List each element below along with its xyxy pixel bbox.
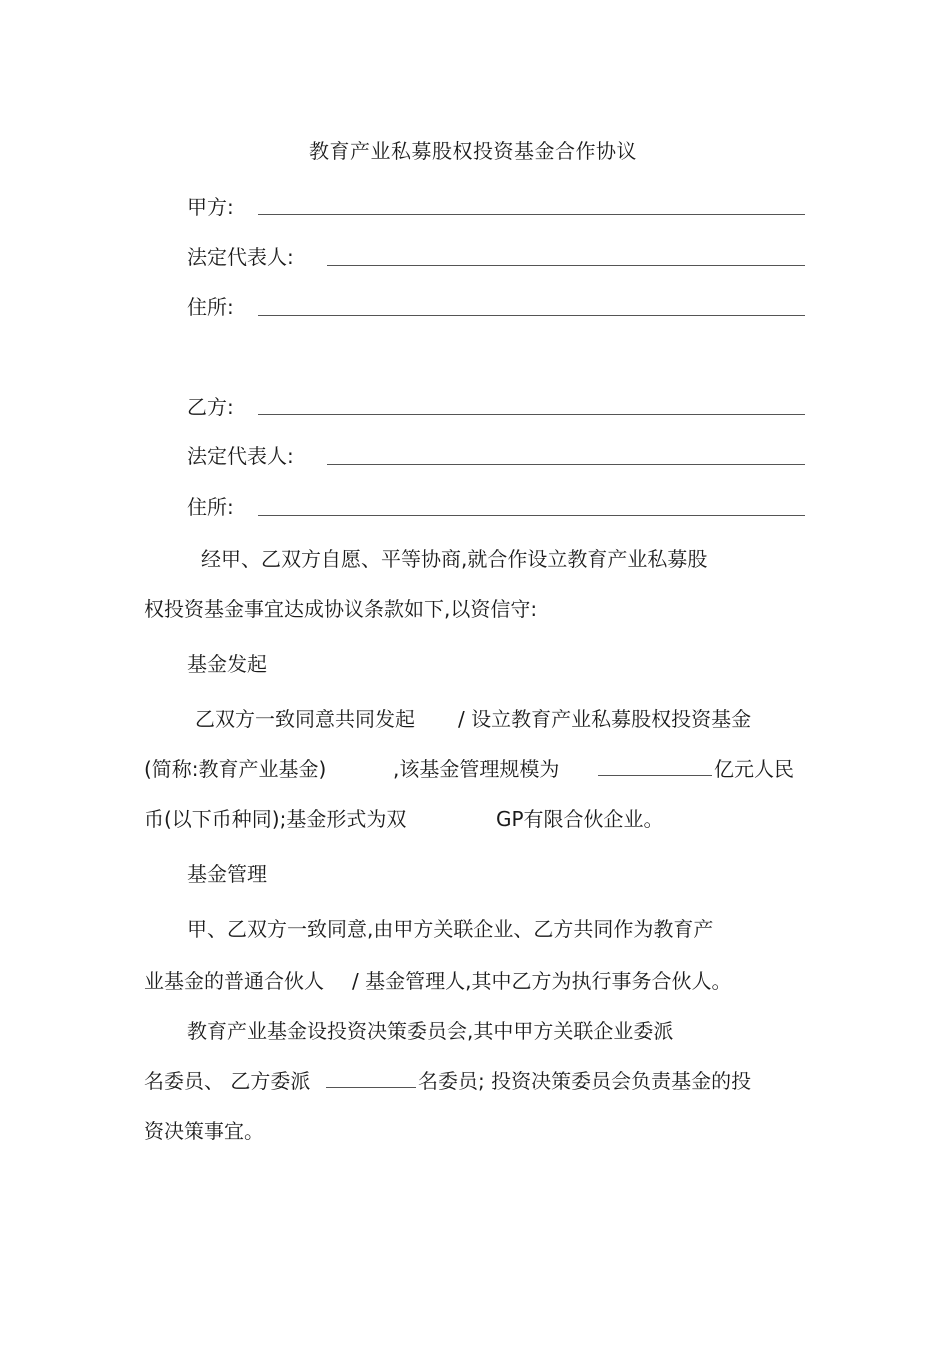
section2-text: 资决策事宜。 [144,1119,264,1143]
party-b-addr-label: 住所: [187,495,234,519]
party-b-rep-label: 法定代表人: [187,444,294,468]
section1-text: 币(以下币种同);基金形式为双 [144,807,407,831]
party-a-name-field[interactable] [258,214,805,215]
page-title: 教育产业私募股权投资基金合作协议 [309,139,637,163]
party-a-rep-field[interactable] [327,265,805,266]
committee-count-blank[interactable] [326,1087,416,1088]
party-a-addr-label: 住所: [187,295,234,319]
section2-text: 名委员; 投资决策委员会负责基金的投 [418,1069,752,1093]
section2-text: / 基金管理人,其中乙方为执行事务合伙人。 [352,969,732,993]
party-a-addr-field[interactable] [258,315,805,316]
section2-text: 名委员、 乙方委派 [144,1069,311,1093]
party-a-name-label: 甲方: [187,195,234,219]
party-b-name-field[interactable] [258,414,805,415]
section2-text: 教育产业基金设投资决策委员会,其中甲方关联企业委派 [187,1019,674,1043]
section2-text: 甲、乙双方一致同意,由甲方关联企业、乙方共同作为教育产 [187,917,714,941]
section1-text: (简称:教育产业基金) [144,757,327,781]
section1-text: GP有限合伙企业。 [496,807,664,831]
party-a-rep-label: 法定代表人: [187,245,294,269]
party-b-addr-field[interactable] [258,515,805,516]
section-heading-fund-management: 基金管理 [187,862,267,886]
intro-line-2: 权投资基金事宜达成协议条款如下,以资信守: [144,597,538,621]
section1-text: 亿元人民 [714,757,794,781]
section1-text: / 设立教育产业私募股权投资基金 [458,707,752,731]
section2-text: 业基金的普通合伙人 [144,969,324,993]
section-heading-fund-initiation: 基金发起 [187,652,267,676]
section1-text: 乙双方一致同意共同发起 [195,707,415,731]
party-b-rep-field[interactable] [327,464,805,465]
party-b-name-label: 乙方: [187,395,234,419]
fund-size-blank[interactable] [598,775,712,776]
section1-text: ,该基金管理规模为 [393,757,560,781]
intro-line-1: 经甲、乙双方自愿、平等协商,就合作设立教育产业私募股 [201,547,708,571]
